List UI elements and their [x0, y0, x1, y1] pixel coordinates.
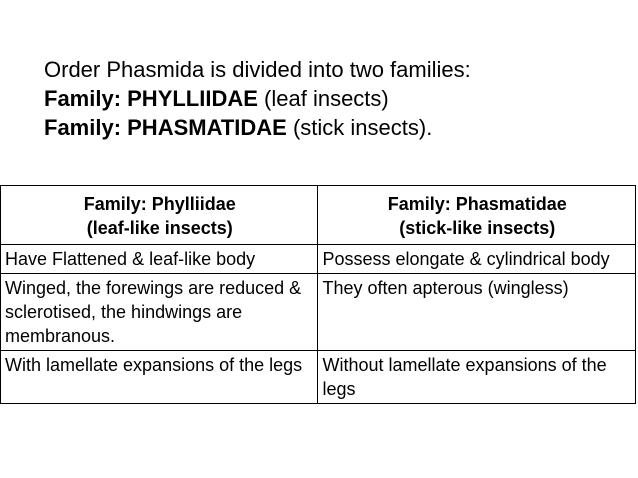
header-phylliidae-subtitle: (leaf-like insects)	[86, 218, 233, 238]
header-phasmatidae-subtitle: (stick-like insects)	[399, 218, 556, 238]
intro-text	[44, 55, 471, 142]
header-phasmatidae-name: Family: Phasmatidae	[387, 194, 567, 214]
intro-line-3	[44, 113, 471, 142]
table-cell: Winged, the forewings are reduced & sclerotised, the hindwings are membranous.	[1, 274, 318, 351]
table-header-row	[1, 186, 636, 245]
table-row	[1, 245, 636, 274]
header-phylliidae-name: Family: Phylliidae	[83, 194, 236, 214]
header-phylliidae	[1, 186, 318, 245]
intro-line-2	[44, 84, 471, 113]
table-row	[1, 274, 636, 351]
table-cell: Possess elongate & cylindrical body	[318, 245, 636, 274]
family-phasmatidae-note: (stick insects).	[286, 115, 433, 140]
family-phylliidae-note: (leaf insects)	[257, 86, 389, 111]
table-row	[1, 351, 636, 404]
table-cell: Have Flattened & leaf-like body	[1, 245, 318, 274]
table-cell: Without lamellate expansions of the legs	[318, 351, 636, 404]
family-phasmatidae-label: Family: PHASMATIDAE	[44, 115, 287, 140]
header-phasmatidae	[318, 186, 636, 245]
table-cell: With lamellate expansions of the legs	[1, 351, 318, 404]
table-cell: They often apterous (wingless)	[318, 274, 636, 351]
families-comparison-table	[0, 185, 636, 404]
intro-line-1: Order Phasmida is divided into two families:	[44, 57, 471, 82]
family-phylliidae-label: Family: PHYLLIIDAE	[44, 86, 258, 111]
